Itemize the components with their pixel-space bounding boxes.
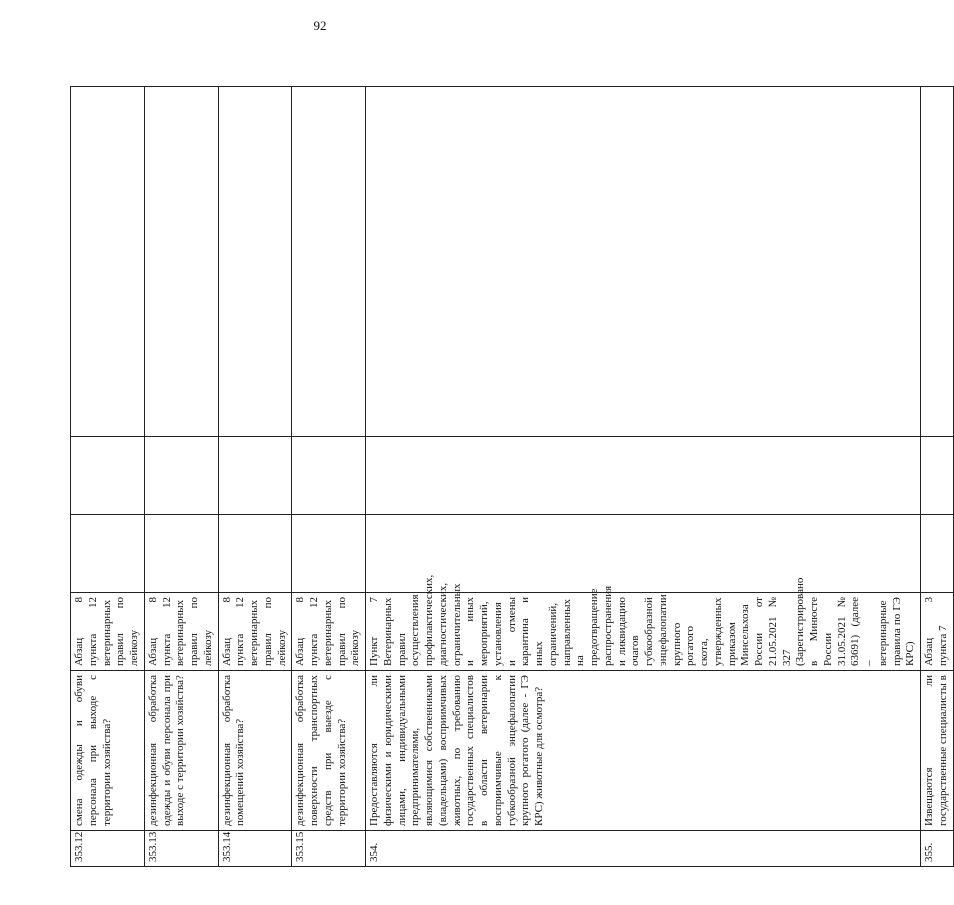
note-cell (366, 87, 921, 437)
answer-cell (292, 437, 366, 515)
reference-cell: Абзац 8 пункта 12 ветеринарных правил по лейкозу (71, 593, 145, 671)
table-row (218, 87, 292, 867)
question-cell: дезинфекционная обработка помещений хозяйства? (218, 671, 292, 831)
answer-cell (218, 437, 292, 515)
question-cell: дезинфекционная обработка одежды и обуви персонала при выходе с территории хозяйства? (144, 671, 218, 831)
note-cell (292, 87, 366, 437)
reference-cell: Пункт 7 Ветеринарных правил осуществления профилактических, диагностических, ограничительных и иных мероприятий, установления и отмены карантина и иных ограничений, направленных на предотвращение распространения и ликвидацию очагов губкообразной энцефалопатии крупного рогатого скота, утвержденных приказом Минсельхоза России от 21.05.2021 № 327 (Зарегистрировано в Минюсте России 31.05.2021 № 63691) (далее – ветеринарные правила по ГЭ КРС) (366, 593, 921, 671)
note-cell (218, 87, 292, 437)
page-number: 92 (313, 18, 327, 33)
row-number: 353.13 (144, 831, 218, 867)
note-cell (144, 87, 218, 437)
table-row (921, 87, 954, 867)
reference-cell: Абзац 8 пункта 12 ветеринарных правил по лейкозу (144, 593, 218, 671)
answer-cell (292, 515, 366, 593)
answer-cell (144, 437, 218, 515)
row-number: 354. (366, 831, 921, 867)
answer-cell (921, 437, 954, 515)
table-container (70, 87, 949, 867)
answer-cell (144, 515, 218, 593)
note-cell (921, 87, 954, 437)
reference-cell: Абзац 8 пункта 12 ветеринарных правил по лейкозу (292, 593, 366, 671)
answer-cell (218, 515, 292, 593)
row-number: 353.14 (218, 831, 292, 867)
answer-cell (921, 515, 954, 593)
row-number: 353.12 (71, 831, 145, 867)
table-row (71, 87, 145, 867)
answer-cell (71, 437, 145, 515)
row-number: 355. (921, 831, 954, 867)
answer-cell (71, 515, 145, 593)
table-row (144, 87, 218, 867)
reference-cell: Абзац 3 пункта 7 (921, 593, 954, 671)
row-number: 353.15 (292, 831, 366, 867)
note-cell (71, 87, 145, 437)
table-row (366, 87, 921, 867)
question-cell: Предоставляются ли физическими и юридическими лицами, индивидуальными предпринимателями, являющимися собственниками (владельцами) восприимчивых животных, по требованию государственных специалистов в области ветеринарии восприимчивые к губкообразной энцефалопатии крупного рогатого (далее - ГЭ КРС) животные для осмотра? (366, 671, 921, 831)
question-cell: Извещаются ли государственные специалисты в (921, 671, 954, 831)
question-cell: смена одежды и обуви персонала при выходе с территории хозяйства? (71, 671, 145, 831)
answer-cell (366, 437, 921, 515)
table-row (292, 87, 366, 867)
question-cell: дезинфекционная обработка поверхности транспортных средств при выезде с территории хозяйства? (292, 671, 366, 831)
checklist-table (70, 86, 954, 867)
reference-cell: Абзац 8 пункта 12 ветеринарных правил по лейкозу (218, 593, 292, 671)
answer-cell (366, 515, 921, 593)
